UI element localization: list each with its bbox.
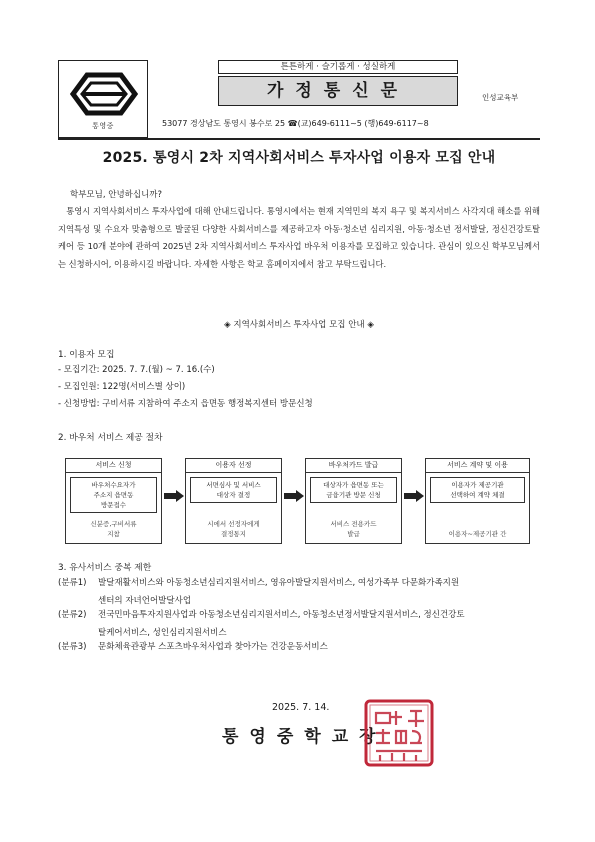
newsletter-title: 가정통신문 <box>218 76 458 106</box>
step-contract <box>425 458 530 544</box>
school-logo <box>58 60 148 138</box>
greeting: 학부모님, 안녕하십니까? <box>70 190 163 200</box>
principal-signature: 통영중학교장 <box>222 727 387 747</box>
step-body: 대상자가 읍면동 또는 금융기관 방문 신청 <box>310 477 397 503</box>
logo-text: 통영중 <box>92 122 114 130</box>
document-title: 2025. 통영시 2차 지역사회서비스 투자사업 이용자 모집 안내 <box>102 150 496 166</box>
item-tag: (분류1) <box>58 578 87 588</box>
step-card <box>305 458 402 544</box>
item-tag: (분류2) <box>58 610 87 620</box>
item-text: 문화체육관광부 스포츠바우처사업과 찾아가는 건강운동서비스 <box>98 642 328 652</box>
letterhead <box>58 60 466 138</box>
step-title: 서비스 계약 및 이용 <box>426 459 529 473</box>
step-note: 이용자~제공기관 간 <box>448 530 507 538</box>
intro-paragraph <box>58 203 540 273</box>
procedure-heading: 2. 바우처 서비스 제공 절차 <box>58 433 163 443</box>
step-note: 서비스 전용카드 발급 <box>330 520 377 538</box>
step-title: 서비스 신청 <box>66 459 161 473</box>
duplicate-item-1 <box>58 574 543 592</box>
step-title: 바우처카드 발급 <box>306 459 401 473</box>
duplicate-item-1-cont: 센터의 자녀언어발달사업 <box>98 596 192 606</box>
item-text: 발달재활서비스와 아동청소년심리지원서비스, 영유아발달지원서비스, 여성가족부 다문화가족지원 <box>98 578 460 588</box>
item-tag: (분류3) <box>58 642 87 652</box>
duplicate-item-2-cont: 탈케어서비스, 성인심리지원서비스 <box>98 628 227 638</box>
step-body: 바우처수요자가 주소지 읍면동 방문접수 <box>70 477 157 513</box>
school-motto: 튼튼하게 · 슬기롭게 · 성실하게 <box>218 60 458 74</box>
intro-text: 통영시 지역사회서비스 투자사업에 대해 안내드립니다. 통영시에서는 현재 지역민의 복지 욕구 및 복지서비스 사각지대 해소를 위해 지역특성 및 수요자 맞춤형으로 발굴된 다양한 사회서비스를 제공하고자 아동·청소년 심리지원, 아동·청소년 정서발달, 정신건강토탈케어 등 10개 분야에 관하여 2025년 2차 지역사회서비스 투자사업 바우처 이용자를 모집하고 있습니다. 관심이 있으신 학부모님께서는 신청하시어, 이용하시길 바랍니다. 자세한 사항은 학교 홈페이지에서 참고 부탁드립니다. <box>58 206 540 269</box>
step-select <box>185 458 282 544</box>
school-emblem-icon <box>69 69 139 119</box>
recruit-method: - 신청방법: 구비서류 지참하여 주소지 읍면동 행정복지센터 방문신청 <box>58 399 313 409</box>
step-body: 서면심사 및 서비스 대상자 결정 <box>190 477 277 503</box>
arrow-right-icon <box>164 490 184 502</box>
school-address: 53077 경상남도 통영시 봉수로 25 ☎(교)649-6111~5 (행)649-6117~8 <box>162 119 429 128</box>
divider <box>58 138 540 140</box>
issue-date: 2025. 7. 14. <box>272 702 330 713</box>
procedure-flow <box>65 458 535 548</box>
department: 인성교육부 <box>482 93 519 102</box>
official-seal-icon <box>360 697 438 769</box>
item-text: 전국민마음투자지원사업과 아동청소년심리지원서비스, 아동청소년정서발달지원서비스, 정신건강토 <box>98 610 465 620</box>
section-heading: ◈ 지역사회서비스 투자사업 모집 안내 ◈ <box>224 320 374 330</box>
duplicate-heading: 3. 유사서비스 중복 제한 <box>58 563 152 573</box>
step-title: 이용자 선정 <box>186 459 281 473</box>
recruit-count: - 모집인원: 122명(서비스별 상이) <box>58 382 186 392</box>
recruit-period: - 모집기간: 2025. 7. 7.(월) ~ 7. 16.(수) <box>58 365 215 375</box>
step-note: 시에서 선정자에게 결정통지 <box>207 520 260 538</box>
recruit-heading: 1. 이용자 모집 <box>58 350 115 360</box>
arrow-right-icon <box>284 490 304 502</box>
arrow-right-icon <box>404 490 424 502</box>
step-note: 신분증,구비서류 지참 <box>90 520 137 538</box>
step-apply <box>65 458 162 544</box>
step-body: 이용자가 제공기관 선택하여 계약 체결 <box>430 477 525 503</box>
duplicate-item-2 <box>58 606 543 624</box>
duplicate-item-3 <box>58 638 543 656</box>
